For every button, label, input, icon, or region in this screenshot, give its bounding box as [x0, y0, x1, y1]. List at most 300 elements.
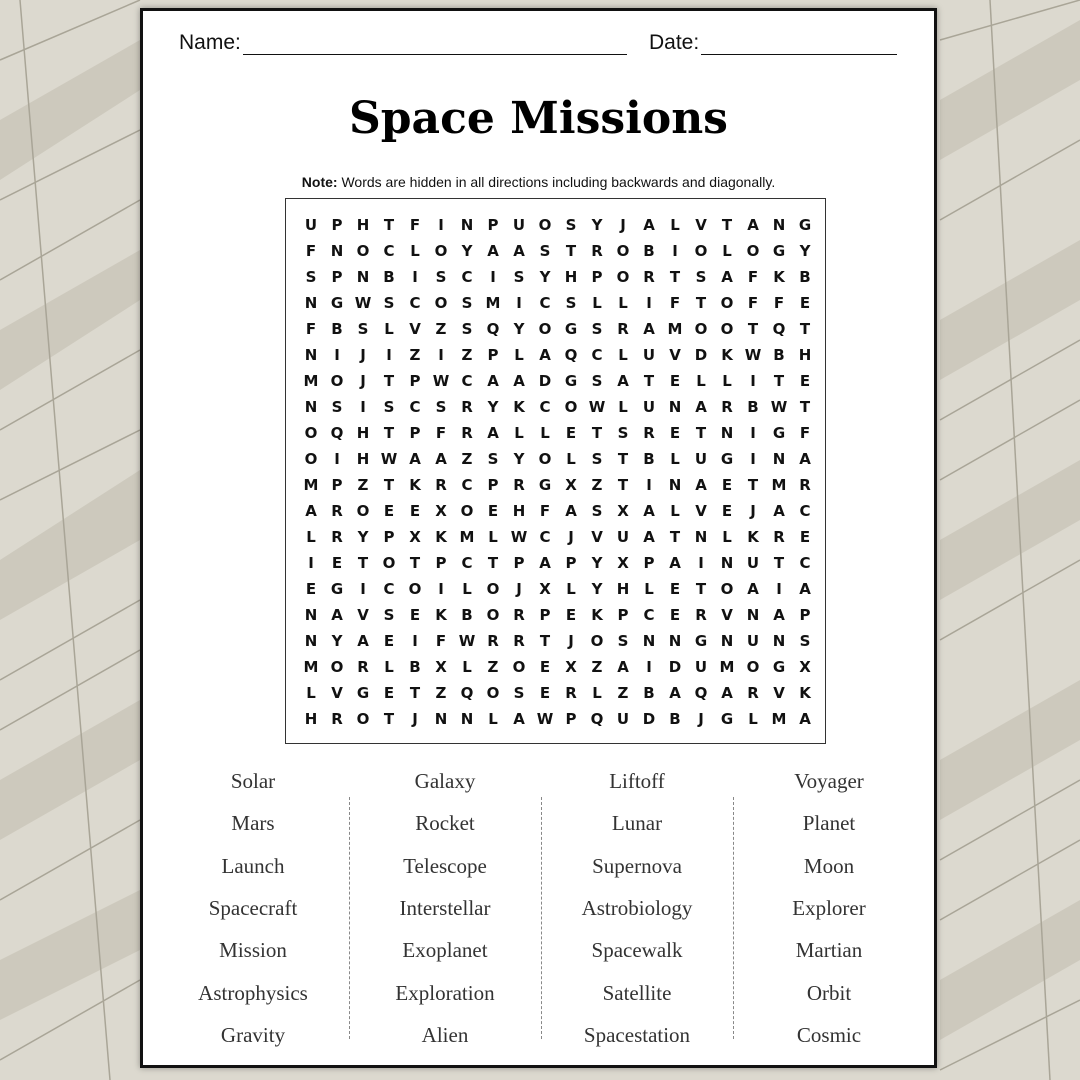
grid-cell[interactable]: O — [434, 242, 448, 260]
grid-cell[interactable]: T — [799, 398, 811, 416]
grid-cell[interactable]: P — [799, 606, 811, 624]
grid-cell[interactable]: K — [799, 684, 811, 702]
grid-cell[interactable]: T — [747, 476, 759, 494]
grid-cell[interactable]: T — [721, 216, 733, 234]
grid-cell[interactable]: M — [485, 294, 501, 312]
grid-cell[interactable]: O — [720, 580, 734, 598]
grid-cell[interactable]: S — [591, 502, 603, 520]
grid-cell[interactable]: Y — [461, 242, 473, 260]
grid-cell[interactable]: O — [330, 372, 344, 390]
grid-cell[interactable]: P — [487, 346, 499, 364]
grid-cell[interactable]: R — [617, 320, 629, 338]
grid-cell[interactable]: C — [591, 346, 603, 364]
grid-cell[interactable]: A — [747, 580, 759, 598]
grid-cell[interactable]: Z — [435, 320, 447, 338]
grid-cell[interactable]: A — [669, 684, 681, 702]
grid-cell[interactable]: N — [772, 450, 786, 468]
grid-cell[interactable]: P — [565, 710, 577, 728]
grid-cell[interactable]: M — [667, 320, 683, 338]
grid-cell[interactable]: A — [643, 216, 655, 234]
grid-cell[interactable]: S — [487, 450, 499, 468]
grid-cell[interactable]: Z — [617, 684, 629, 702]
grid-cell[interactable]: C — [539, 528, 551, 546]
grid-cell[interactable]: G — [330, 580, 344, 598]
grid-cell[interactable]: B — [383, 268, 395, 286]
grid-cell[interactable]: G — [772, 424, 786, 442]
grid-cell[interactable]: L — [540, 424, 550, 442]
grid-cell[interactable]: I — [490, 268, 496, 286]
grid-cell[interactable]: Y — [591, 216, 603, 234]
grid-cell[interactable]: S — [513, 684, 525, 702]
grid-cell[interactable]: A — [721, 684, 733, 702]
grid-cell[interactable]: L — [722, 372, 732, 390]
grid-cell[interactable]: G — [330, 294, 344, 312]
grid-cell[interactable]: M — [771, 476, 787, 494]
grid-cell[interactable]: R — [591, 242, 603, 260]
grid-cell[interactable]: I — [412, 632, 418, 650]
grid-cell[interactable]: P — [435, 554, 447, 572]
grid-cell[interactable]: I — [776, 580, 782, 598]
grid-cell[interactable]: E — [383, 632, 395, 650]
grid-cell[interactable]: R — [461, 424, 473, 442]
grid-cell[interactable]: L — [306, 528, 316, 546]
grid-cell[interactable]: O — [486, 606, 500, 624]
grid-cell[interactable]: Z — [409, 346, 421, 364]
grid-cell[interactable]: F — [435, 632, 447, 650]
grid-cell[interactable]: G — [720, 450, 734, 468]
grid-cell[interactable]: J — [698, 710, 704, 728]
grid-cell[interactable]: L — [488, 710, 498, 728]
grid-cell[interactable]: I — [334, 450, 340, 468]
grid-cell[interactable]: R — [747, 684, 759, 702]
grid-cell[interactable]: K — [409, 476, 421, 494]
grid-cell[interactable]: M — [303, 476, 319, 494]
grid-cell[interactable]: L — [696, 372, 706, 390]
grid-cell[interactable]: N — [694, 528, 708, 546]
grid-cell[interactable]: Q — [772, 320, 786, 338]
grid-cell[interactable]: L — [410, 242, 420, 260]
grid-cell[interactable]: L — [306, 684, 316, 702]
grid-cell[interactable]: T — [617, 476, 629, 494]
grid-cell[interactable]: S — [565, 216, 577, 234]
grid-cell[interactable]: S — [435, 398, 447, 416]
grid-cell[interactable]: N — [304, 294, 318, 312]
grid-cell[interactable]: X — [617, 554, 629, 572]
grid-cell[interactable]: F — [747, 268, 759, 286]
grid-cell[interactable]: U — [642, 346, 656, 364]
grid-cell[interactable]: Y — [539, 268, 551, 286]
grid-cell[interactable]: Q — [590, 710, 604, 728]
grid-cell[interactable]: W — [380, 450, 398, 468]
grid-cell[interactable]: X — [799, 658, 811, 676]
grid-cell[interactable]: S — [591, 372, 603, 390]
grid-cell[interactable]: U — [512, 216, 526, 234]
grid-cell[interactable]: A — [435, 450, 447, 468]
grid-cell[interactable]: T — [747, 320, 759, 338]
grid-cell[interactable]: W — [744, 346, 762, 364]
grid-cell[interactable]: T — [695, 580, 707, 598]
grid-cell[interactable]: C — [409, 294, 421, 312]
grid-cell[interactable]: K — [435, 606, 447, 624]
grid-cell[interactable]: R — [331, 502, 343, 520]
grid-cell[interactable]: Q — [694, 684, 708, 702]
grid-cell[interactable]: F — [539, 502, 551, 520]
grid-cell[interactable]: O — [408, 580, 422, 598]
grid-cell[interactable]: V — [591, 528, 603, 546]
grid-cell[interactable]: T — [383, 476, 395, 494]
grid-cell[interactable]: S — [435, 268, 447, 286]
grid-cell[interactable]: R — [357, 658, 369, 676]
grid-cell[interactable]: E — [669, 372, 681, 390]
grid-cell[interactable]: Q — [486, 320, 500, 338]
grid-cell[interactable]: L — [462, 580, 472, 598]
grid-cell[interactable]: P — [643, 554, 655, 572]
grid-cell[interactable]: P — [487, 216, 499, 234]
grid-cell[interactable]: Z — [591, 476, 603, 494]
grid-cell[interactable]: N — [668, 398, 682, 416]
grid-cell[interactable]: A — [643, 528, 655, 546]
grid-cell[interactable]: N — [304, 346, 318, 364]
grid-cell[interactable]: N — [356, 268, 370, 286]
grid-cell[interactable]: J — [568, 528, 574, 546]
grid-cell[interactable]: N — [668, 476, 682, 494]
grid-cell[interactable]: R — [435, 476, 447, 494]
grid-cell[interactable]: T — [357, 554, 369, 572]
grid-cell[interactable]: O — [694, 242, 708, 260]
grid-cell[interactable]: J — [412, 710, 418, 728]
grid-cell[interactable]: T — [773, 372, 785, 390]
grid-cell[interactable]: E — [669, 606, 681, 624]
grid-cell[interactable]: G — [772, 242, 786, 260]
grid-cell[interactable]: D — [668, 658, 682, 676]
grid-cell[interactable]: I — [308, 554, 314, 572]
grid-cell[interactable]: S — [383, 606, 395, 624]
grid-cell[interactable]: I — [698, 554, 704, 572]
grid-cell[interactable]: H — [304, 710, 318, 728]
grid-cell[interactable]: B — [643, 684, 655, 702]
grid-cell[interactable]: S — [799, 632, 811, 650]
grid-cell[interactable]: L — [722, 528, 732, 546]
grid-cell[interactable]: H — [356, 424, 370, 442]
grid-cell[interactable]: J — [568, 632, 574, 650]
grid-cell[interactable]: Y — [591, 580, 603, 598]
grid-cell[interactable]: L — [670, 502, 680, 520]
grid-cell[interactable]: J — [360, 372, 366, 390]
grid-cell[interactable]: P — [383, 528, 395, 546]
grid-cell[interactable]: R — [643, 424, 655, 442]
grid-cell[interactable]: S — [383, 398, 395, 416]
grid-cell[interactable]: T — [695, 424, 707, 442]
grid-cell[interactable]: A — [513, 242, 525, 260]
grid-cell[interactable]: Y — [331, 632, 343, 650]
grid-cell[interactable]: I — [360, 580, 366, 598]
grid-cell[interactable]: L — [566, 450, 576, 468]
grid-cell[interactable]: T — [799, 320, 811, 338]
grid-cell[interactable]: N — [304, 632, 318, 650]
grid-cell[interactable]: G — [356, 684, 370, 702]
grid-cell[interactable]: A — [565, 502, 577, 520]
grid-cell[interactable]: W — [432, 372, 450, 390]
grid-cell[interactable]: C — [539, 294, 551, 312]
grid-cell[interactable]: B — [331, 320, 343, 338]
grid-cell[interactable]: J — [360, 346, 366, 364]
grid-cell[interactable]: L — [618, 346, 628, 364]
grid-cell[interactable]: E — [799, 294, 811, 312]
grid-cell[interactable]: Y — [591, 554, 603, 572]
grid-cell[interactable]: F — [435, 424, 447, 442]
grid-cell[interactable]: T — [591, 424, 603, 442]
grid-cell[interactable]: A — [799, 450, 811, 468]
grid-cell[interactable]: A — [799, 710, 811, 728]
grid-cell[interactable]: O — [486, 580, 500, 598]
grid-cell[interactable]: O — [512, 658, 526, 676]
grid-cell[interactable]: R — [799, 476, 811, 494]
grid-cell[interactable]: K — [435, 528, 447, 546]
grid-cell[interactable]: T — [383, 710, 395, 728]
grid-cell[interactable]: S — [617, 424, 629, 442]
grid-cell[interactable]: I — [438, 216, 444, 234]
grid-cell[interactable]: A — [669, 554, 681, 572]
grid-cell[interactable]: Y — [357, 528, 369, 546]
grid-cell[interactable]: L — [384, 320, 394, 338]
grid-cell[interactable]: E — [721, 502, 733, 520]
grid-cell[interactable]: V — [721, 606, 733, 624]
grid-cell[interactable]: C — [799, 554, 811, 572]
grid-cell[interactable]: B — [643, 450, 655, 468]
grid-cell[interactable]: N — [720, 632, 734, 650]
grid-cell[interactable]: O — [720, 294, 734, 312]
grid-cell[interactable]: E — [487, 502, 499, 520]
grid-cell[interactable]: T — [617, 450, 629, 468]
grid-cell[interactable]: A — [721, 268, 733, 286]
grid-cell[interactable]: E — [409, 606, 421, 624]
grid-cell[interactable]: H — [798, 346, 812, 364]
grid-cell[interactable]: V — [331, 684, 343, 702]
grid-cell[interactable]: O — [616, 268, 630, 286]
grid-cell[interactable]: A — [643, 320, 655, 338]
grid-cell[interactable]: V — [773, 684, 785, 702]
grid-cell[interactable]: V — [409, 320, 421, 338]
grid-cell[interactable]: E — [539, 658, 551, 676]
grid-cell[interactable]: F — [409, 216, 421, 234]
grid-cell[interactable]: I — [750, 450, 756, 468]
grid-cell[interactable]: J — [516, 580, 522, 598]
grid-cell[interactable]: T — [409, 554, 421, 572]
grid-cell[interactable]: H — [564, 268, 578, 286]
grid-cell[interactable]: R — [773, 528, 785, 546]
grid-cell[interactable]: R — [565, 684, 577, 702]
grid-cell[interactable]: N — [330, 242, 344, 260]
grid-cell[interactable]: T — [487, 554, 499, 572]
grid-cell[interactable]: X — [565, 476, 577, 494]
grid-cell[interactable]: B — [643, 242, 655, 260]
grid-cell[interactable]: U — [694, 658, 708, 676]
grid-cell[interactable]: A — [513, 710, 525, 728]
grid-cell[interactable]: U — [304, 216, 318, 234]
grid-cell[interactable]: S — [461, 294, 473, 312]
grid-cell[interactable]: J — [620, 216, 626, 234]
grid-cell[interactable]: N — [642, 632, 656, 650]
grid-cell[interactable]: O — [538, 320, 552, 338]
grid-cell[interactable]: T — [773, 554, 785, 572]
grid-cell[interactable]: C — [461, 554, 473, 572]
grid-cell[interactable]: G — [694, 632, 708, 650]
grid-cell[interactable]: V — [695, 502, 707, 520]
grid-cell[interactable]: N — [720, 554, 734, 572]
grid-cell[interactable]: S — [565, 294, 577, 312]
grid-cell[interactable]: D — [694, 346, 708, 364]
grid-cell[interactable]: N — [720, 424, 734, 442]
grid-cell[interactable]: C — [539, 398, 551, 416]
grid-cell[interactable]: R — [487, 632, 499, 650]
grid-cell[interactable]: W — [510, 528, 528, 546]
grid-cell[interactable]: V — [357, 606, 369, 624]
grid-cell[interactable]: N — [460, 216, 474, 234]
grid-cell[interactable]: P — [617, 606, 629, 624]
grid-cell[interactable]: R — [721, 398, 733, 416]
grid-cell[interactable]: B — [773, 346, 785, 364]
grid-cell[interactable]: T — [383, 216, 395, 234]
grid-cell[interactable]: U — [746, 632, 760, 650]
grid-cell[interactable]: S — [461, 320, 473, 338]
grid-cell[interactable]: N — [304, 398, 318, 416]
grid-cell[interactable]: P — [487, 476, 499, 494]
grid-cell[interactable]: O — [564, 398, 578, 416]
grid-cell[interactable]: E — [305, 580, 317, 598]
grid-cell[interactable]: P — [331, 268, 343, 286]
grid-cell[interactable]: L — [488, 528, 498, 546]
grid-cell[interactable]: X — [617, 502, 629, 520]
grid-cell[interactable]: N — [772, 632, 786, 650]
grid-cell[interactable]: P — [409, 424, 421, 442]
grid-cell[interactable]: C — [799, 502, 811, 520]
grid-cell[interactable]: H — [356, 450, 370, 468]
grid-cell[interactable]: K — [773, 268, 785, 286]
grid-cell[interactable]: R — [331, 528, 343, 546]
grid-cell[interactable]: G — [564, 372, 578, 390]
grid-cell[interactable]: O — [694, 320, 708, 338]
grid-cell[interactable]: A — [695, 398, 707, 416]
grid-cell[interactable]: B — [409, 658, 421, 676]
grid-cell[interactable]: E — [799, 528, 811, 546]
grid-cell[interactable]: G — [720, 710, 734, 728]
grid-cell[interactable]: Z — [435, 684, 447, 702]
grid-cell[interactable]: J — [750, 502, 756, 520]
grid-cell[interactable]: N — [772, 216, 786, 234]
grid-cell[interactable]: C — [409, 398, 421, 416]
grid-cell[interactable]: I — [334, 346, 340, 364]
name-line[interactable] — [243, 32, 627, 55]
grid-cell[interactable]: L — [514, 346, 524, 364]
grid-cell[interactable]: A — [773, 606, 785, 624]
grid-cell[interactable]: P — [331, 216, 343, 234]
grid-cell[interactable]: A — [643, 502, 655, 520]
grid-cell[interactable]: O — [746, 658, 760, 676]
grid-cell[interactable]: L — [644, 580, 654, 598]
grid-cell[interactable]: L — [670, 450, 680, 468]
grid-cell[interactable]: E — [331, 554, 343, 572]
grid-cell[interactable]: S — [591, 320, 603, 338]
grid-cell[interactable]: Y — [487, 398, 499, 416]
grid-cell[interactable]: C — [461, 476, 473, 494]
grid-cell[interactable]: G — [798, 216, 812, 234]
grid-cell[interactable]: E — [565, 606, 577, 624]
grid-cell[interactable]: O — [330, 658, 344, 676]
grid-cell[interactable]: O — [382, 554, 396, 572]
grid-cell[interactable]: H — [356, 216, 370, 234]
grid-cell[interactable]: V — [669, 346, 681, 364]
grid-cell[interactable]: N — [460, 710, 474, 728]
grid-cell[interactable]: R — [695, 606, 707, 624]
date-field[interactable] — [649, 31, 897, 55]
grid-cell[interactable]: X — [565, 658, 577, 676]
grid-cell[interactable]: A — [409, 450, 421, 468]
grid-cell[interactable]: W — [770, 398, 788, 416]
grid-cell[interactable]: O — [304, 450, 318, 468]
grid-cell[interactable]: A — [513, 372, 525, 390]
grid-cell[interactable]: M — [303, 658, 319, 676]
grid-cell[interactable]: P — [539, 606, 551, 624]
grid-cell[interactable]: M — [303, 372, 319, 390]
grid-cell[interactable]: X — [409, 528, 421, 546]
grid-cell[interactable]: E — [409, 502, 421, 520]
grid-cell[interactable]: Z — [461, 450, 473, 468]
grid-cell[interactable]: S — [383, 294, 395, 312]
grid-cell[interactable]: N — [668, 632, 682, 650]
grid-cell[interactable]: L — [592, 294, 602, 312]
grid-cell[interactable]: I — [438, 346, 444, 364]
grid-cell[interactable]: F — [669, 294, 681, 312]
grid-cell[interactable]: Q — [564, 346, 578, 364]
grid-cell[interactable]: S — [539, 242, 551, 260]
grid-cell[interactable]: H — [512, 502, 526, 520]
grid-cell[interactable]: T — [539, 632, 551, 650]
grid-cell[interactable]: I — [412, 268, 418, 286]
grid-cell[interactable]: Y — [513, 320, 525, 338]
grid-cell[interactable]: S — [331, 398, 343, 416]
grid-cell[interactable]: U — [694, 450, 708, 468]
grid-cell[interactable]: Z — [487, 658, 499, 676]
grid-cell[interactable]: R — [331, 710, 343, 728]
grid-cell[interactable]: E — [669, 580, 681, 598]
grid-cell[interactable]: O — [304, 424, 318, 442]
grid-cell[interactable]: R — [513, 476, 525, 494]
grid-cell[interactable]: K — [747, 528, 759, 546]
grid-cell[interactable]: M — [459, 528, 475, 546]
grid-cell[interactable]: P — [513, 554, 525, 572]
grid-cell[interactable]: W — [588, 398, 606, 416]
grid-cell[interactable]: D — [538, 372, 552, 390]
grid-cell[interactable]: A — [617, 658, 629, 676]
grid-cell[interactable]: I — [672, 242, 678, 260]
grid-cell[interactable]: T — [565, 242, 577, 260]
grid-cell[interactable]: O — [356, 502, 370, 520]
grid-cell[interactable]: T — [409, 684, 421, 702]
grid-cell[interactable]: P — [565, 554, 577, 572]
grid-cell[interactable]: L — [748, 710, 758, 728]
grid-cell[interactable]: Y — [799, 242, 811, 260]
grid-cell[interactable]: M — [719, 658, 735, 676]
grid-cell[interactable]: O — [538, 216, 552, 234]
grid-cell[interactable]: U — [746, 554, 760, 572]
grid-cell[interactable]: A — [487, 424, 499, 442]
grid-cell[interactable]: L — [462, 658, 472, 676]
grid-cell[interactable]: T — [695, 294, 707, 312]
grid-cell[interactable]: P — [591, 268, 603, 286]
grid-cell[interactable]: P — [409, 372, 421, 390]
grid-cell[interactable]: N — [434, 710, 448, 728]
grid-cell[interactable]: I — [750, 372, 756, 390]
